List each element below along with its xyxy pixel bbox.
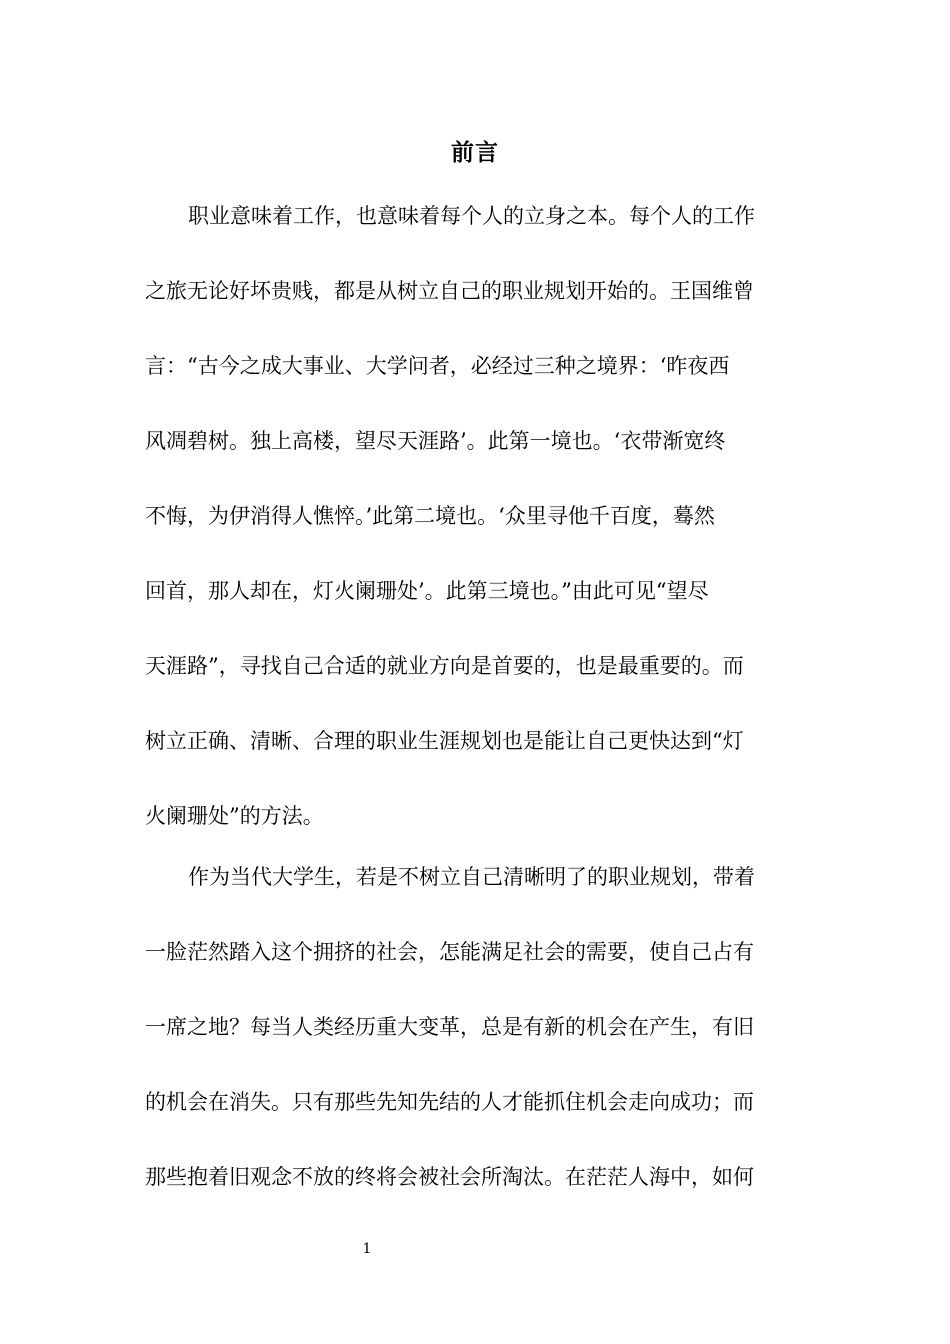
- text-line: 的机会在消失。只有那些先知先结的人才能抓住机会走向成功；而: [145, 1090, 754, 1114]
- text-line: 一脸茫然踏入这个拥挤的社会，怎能满足社会的需要，使自己占有: [145, 940, 754, 964]
- page-number: 1: [362, 1241, 372, 1257]
- text-line: 树立正确、清晰、合理的职业生涯规划也是能让自己更快达到“灯: [145, 729, 744, 753]
- text-line: 不悔，为伊消得人憔悴。’此第二境也。‘众里寻他千百度，蓦然: [145, 504, 715, 528]
- text-line: 天涯路”，寻找自己合适的就业方向是首要的，也是最重要的。而: [145, 654, 744, 678]
- text-line: 一席之地？每当人类经历重大变革，总是有新的机会在产生，有旧: [145, 1015, 754, 1039]
- text-line: 作为当代大学生，若是不树立自己清晰明了的职业规划，带着: [188, 865, 755, 889]
- page-title: 前言: [451, 139, 499, 166]
- text-line: 之旅无论好坏贵贱，都是从树立自己的职业规划开始的。王国维曾: [145, 279, 754, 303]
- text-line: 回首，那人却在，灯火阑珊处’。此第三境也。”由此可见“望尽: [145, 579, 709, 603]
- text-line: 火阑珊处”的方法。: [145, 804, 324, 828]
- text-line: 言：“古今之成大事业、大学问者，必经过三种之境界：‘昨夜西: [145, 354, 730, 378]
- text-line: 职业意味着工作，也意味着每个人的立身之本。每个人的工作: [188, 204, 755, 228]
- text-line: 那些抱着旧观念不放的终将会被社会所淘汰。在茫茫人海中，如何: [145, 1165, 754, 1189]
- text-line: 风凋碧树。独上高楼，望尽天涯路’。此第一境也。‘衣带渐宽终: [145, 429, 726, 453]
